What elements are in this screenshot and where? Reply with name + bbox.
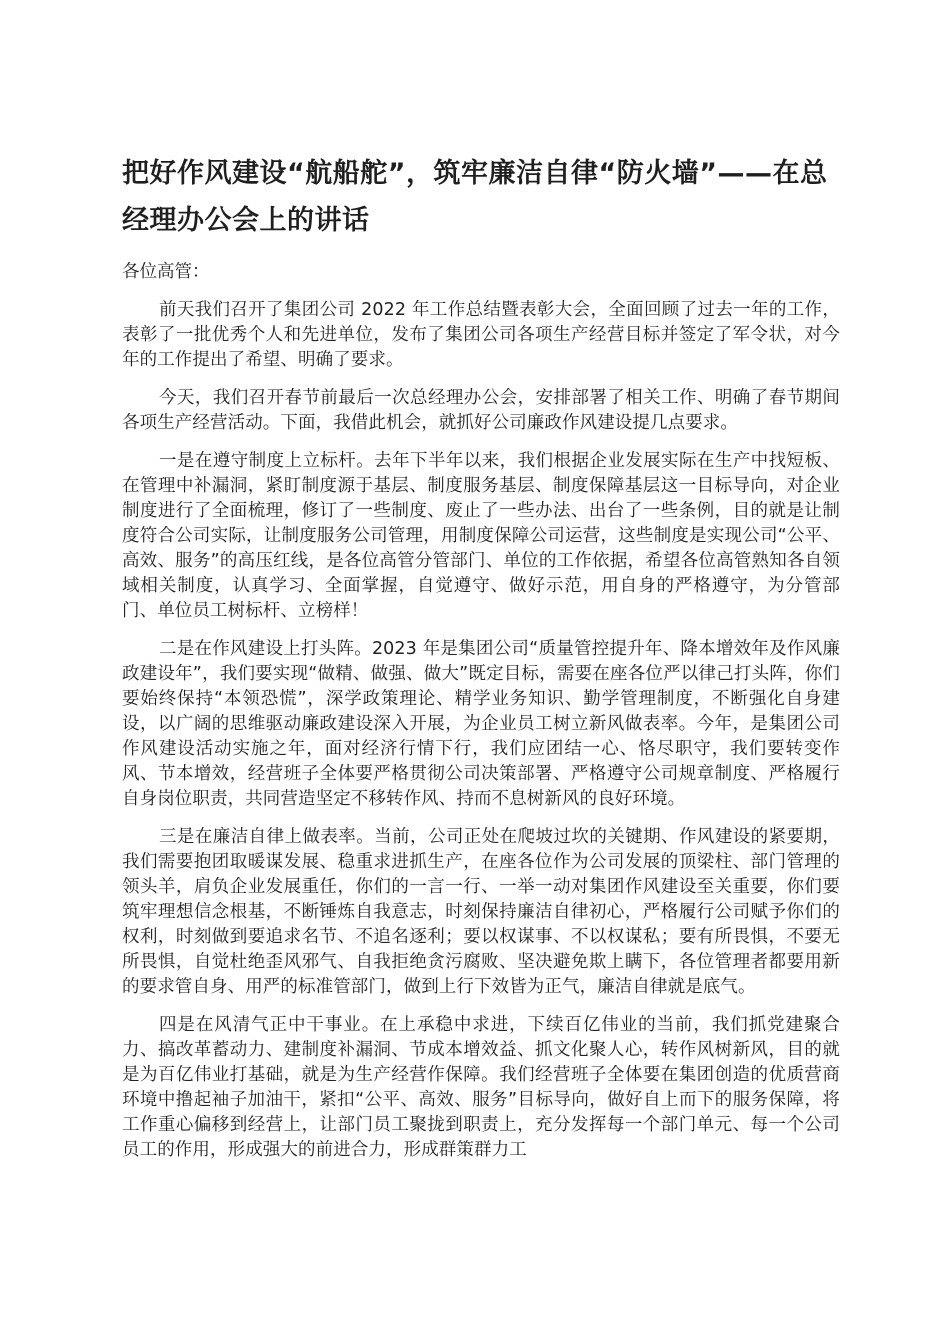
document-title: 把好作风建设“航船舵”，筑牢廉洁自律“防火墙”——在总经理办公会上的讲话 — [122, 158, 828, 236]
paragraph-4: 二是在作风建设上打头阵。2023 年是集团公司“质量管控提升年、降本增效年及作风廉政建设年”，我们要实现“做精、做强、做大”既定目标，需要在座各位严以律己打头阵，你们要始终保持“本领恐慌”，深学政策理论、精学业务知识、勤学管理制度，不断强化自身建设，以广阔的思维驱动廉政建设深入开展，为企业员工树立新风做表率。今年，是集团公司作风建设活动实施之年，面对经济行情下行，我们应团结一心、恪尽职守，我们要转变作风、节本增效，经营班子全体要严格贯彻公司决策部署、严格遵守公司规章制度、严格履行自身岗位职责，共同营造坚定不移转作风、持而不息树新风的良好环境。 — [122, 639, 840, 809]
paragraph-6: 四是在风清气正中干事业。在上承稳中求进，下续百亿伟业的当前，我们抓党建聚合力、搞改革蓄动力、建制度补漏洞、节成本增效益、抓文化聚人心，转作风树新风，目的就是为百亿伟业打基础，就是为生产经营作保障。我们经营班子全体要在集团创造的优质营商环境中撸起袖子加油干，紧扣“公平、高效、服务”目标导向，做好自上而下的服务保障，将工作重心偏移到经营上，让部门员工聚拢到职责上，充分发挥每一个部门单元、每一个公司员工的作用，形成强大的前进合力，形成群策群力工 — [122, 1015, 840, 1160]
paragraph-3: 一是在遵守制度上立标杆。去年下半年以来，我们根据企业发展实际在生产中找短板、在管理中补漏洞，紧盯制度源于基层、制度服务基层、制度保障基层这一目标导向，对企业制度进行了全面梳理，修订了一些制度、废止了一些办法、出台了一些条例，目的就是让制度符合公司实际，让制度服务公司管理，用制度保障公司运营，这些制度是实现公司“公平、高效、服务”的高压红线，是各位高管分管部门、单位的工作依据，希望各位高管熟知各自领域相关制度，认真学习、全面掌握，自觉遵守、做好示范，用自身的严格遵守，为分管部门、单位员工树标杆、立榜样！ — [122, 451, 840, 621]
document-page — [122, 150, 840, 1176]
salutation: 各位高管： — [122, 262, 210, 282]
paragraph-2: 今天，我们召开春节前最后一次总经理办公会，安排部署了相关工作、明确了春节期间各项生产经营活动。下面，我借此机会，就抓好公司廉政作风建设提几点要求。 — [122, 388, 840, 433]
paragraph-5: 三是在廉洁自律上做表率。当前，公司正处在爬坡过坎的关键期、作风建设的紧要期，我们需要抱团取暖谋发展、稳重求进抓生产，在座各位作为公司发展的顶梁柱、部门管理的领头羊，肩负企业发展重任，你们的一言一行、一举一动对集团作风建设至关重要，你们要筑牢理想信念根基，不断锤炼自我意志，时刻保持廉洁自律初心，严格履行公司赋予你们的权利，时刻做到要追求名节、不追名逐利；要以权谋事、不以权谋私；要有所畏惧，不要无所畏惧，自觉杜绝歪风邪气、自我拒绝贪污腐败、坚决避免欺上瞒下，各位管理者都要用新的要求管自身、用严的标准管部门，做到上行下效皆为正气，廉洁自律就是底气。 — [122, 827, 840, 997]
paragraph-1: 前天我们召开了集团公司 2022 年工作总结暨表彰大会，全面回顾了过去一年的工作，表彰了一批优秀个人和先进单位，发布了集团公司各项生产经营目标并签定了军令状，对今年的工作提出了希望、明确了要求。 — [122, 300, 840, 370]
